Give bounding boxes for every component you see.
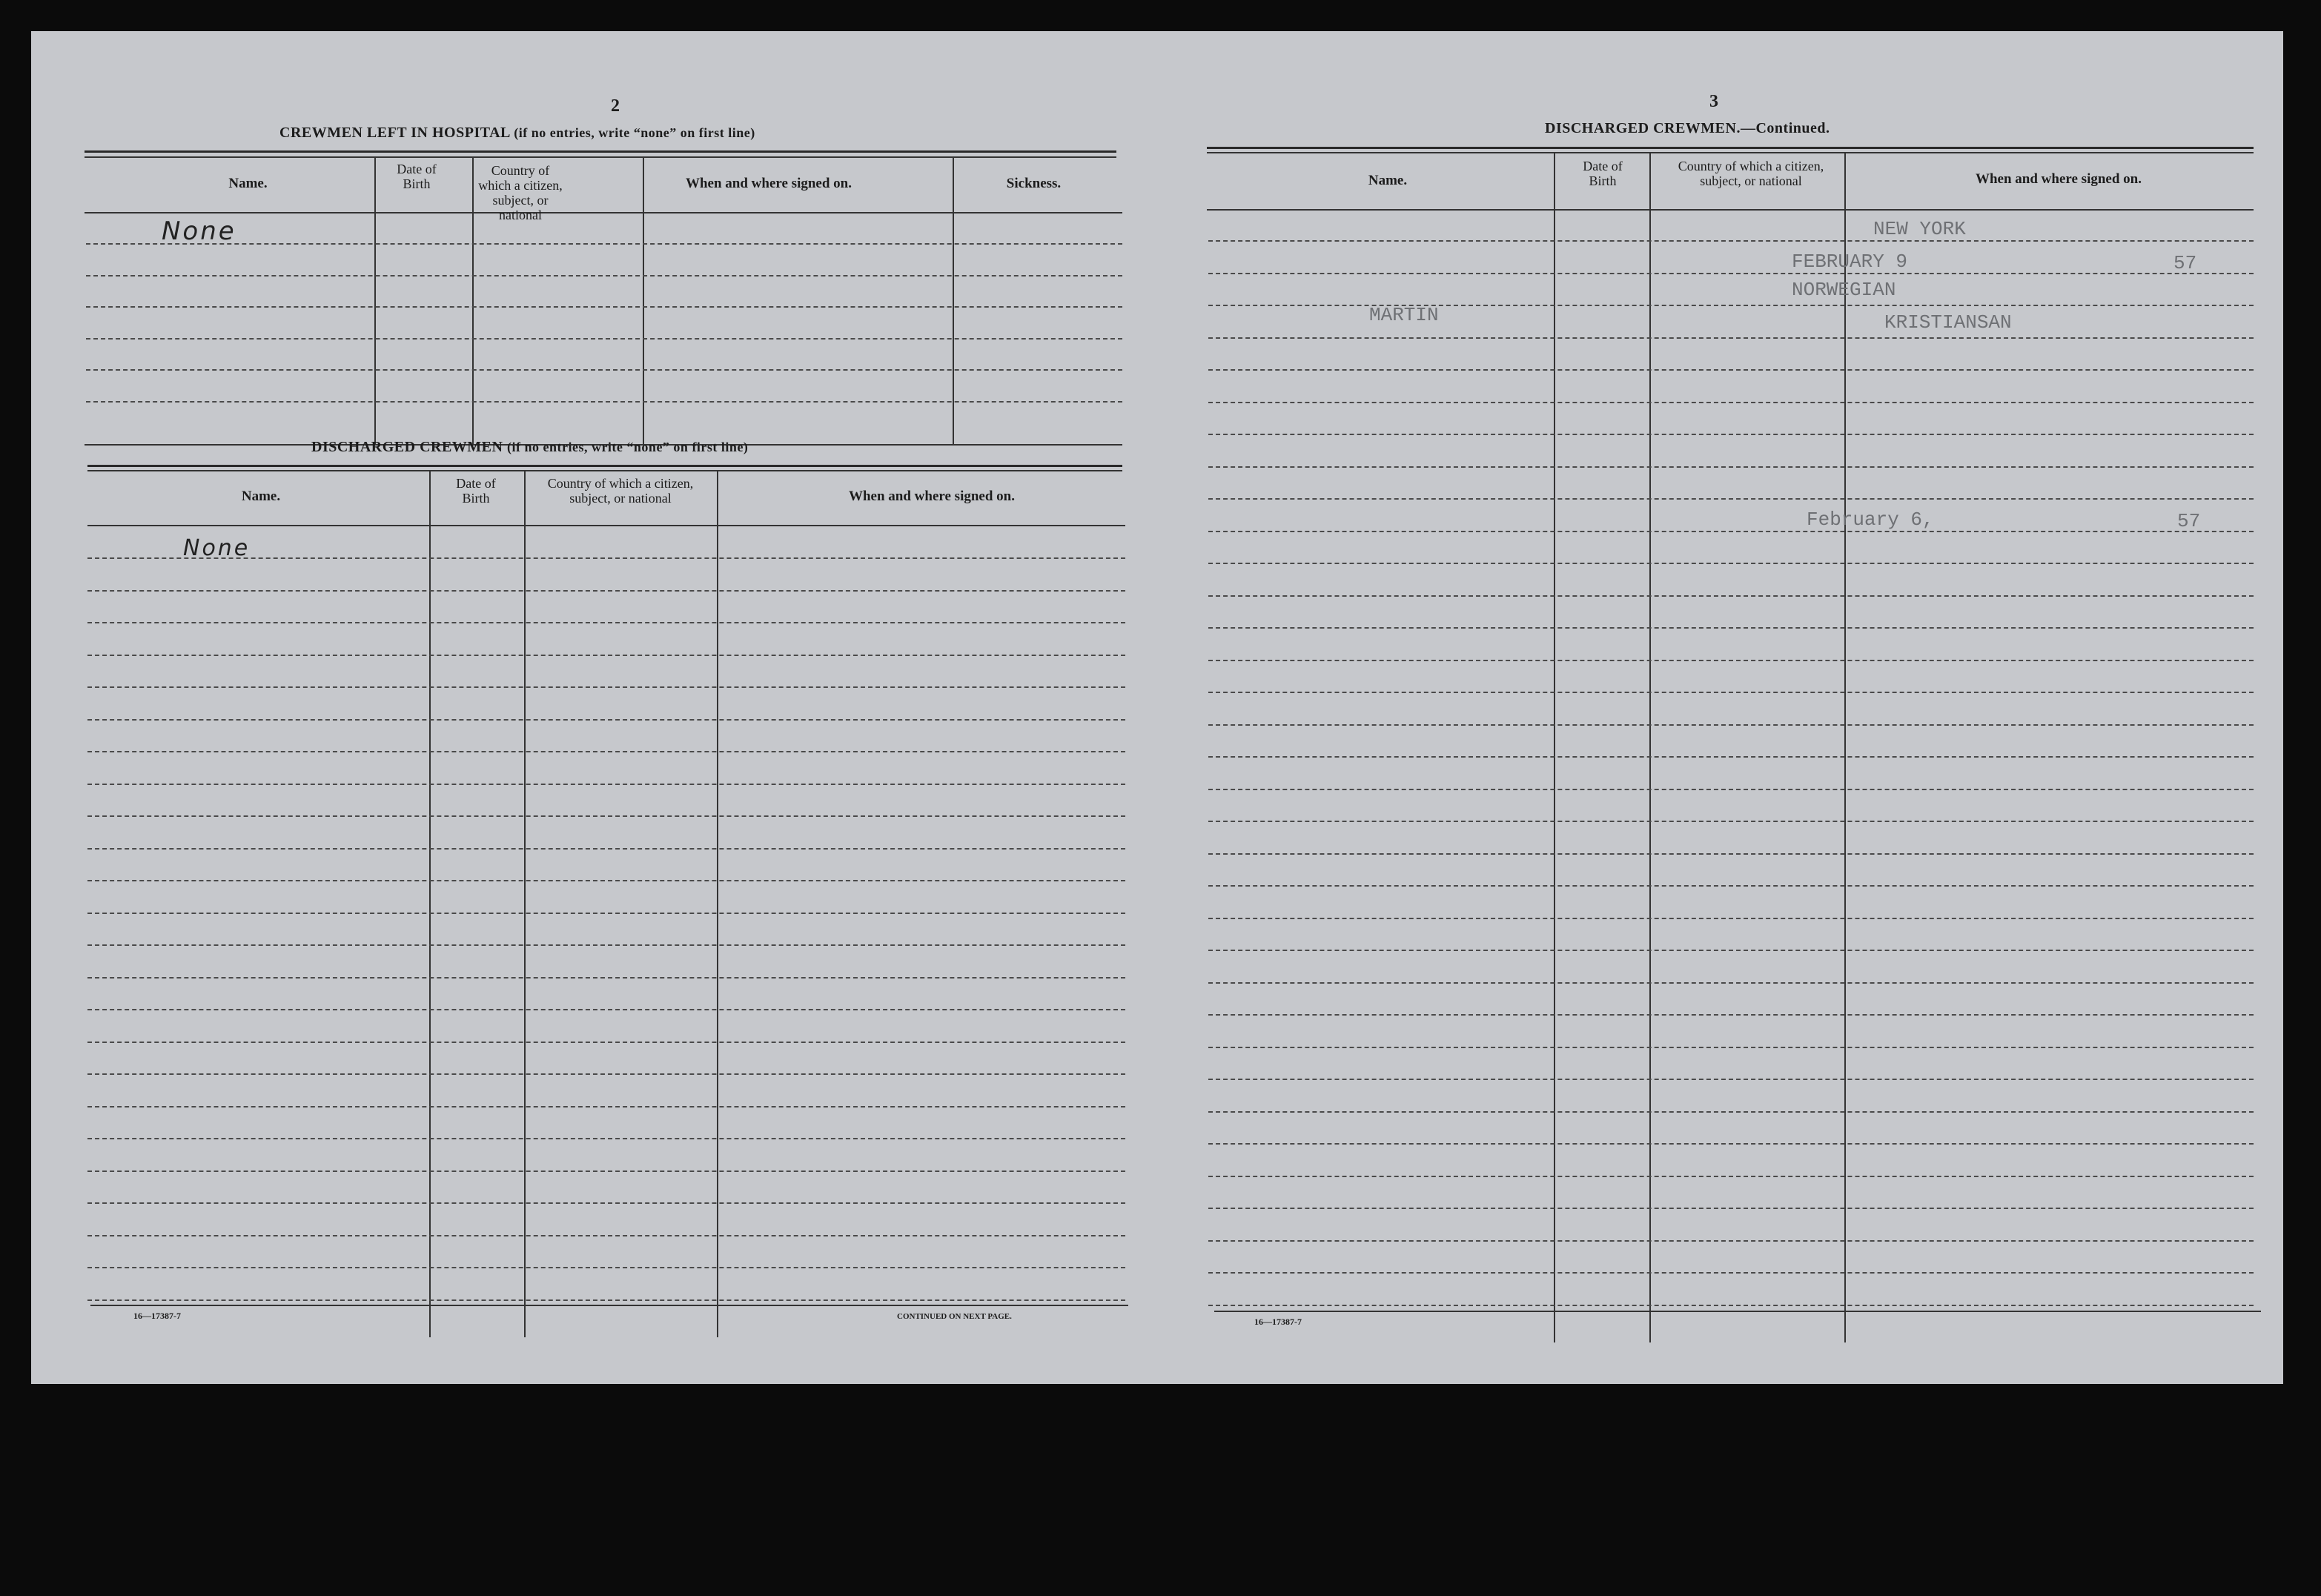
ruled-line (87, 655, 1125, 656)
ruled-line (1208, 466, 2254, 468)
ruled-line (1208, 434, 2254, 435)
ruled-line (87, 848, 1125, 850)
ruled-line (87, 1202, 1125, 1204)
rule (85, 156, 1116, 158)
rule (1207, 147, 2254, 149)
ruled-line (87, 751, 1125, 752)
col-divider (717, 470, 718, 1337)
ruled-line (1208, 402, 2254, 403)
discharged-title-text: DISCHARGED CREWMEN (311, 439, 503, 455)
ruled-line (1208, 337, 2254, 339)
ruled-line (1208, 563, 2254, 564)
right-col-dob: Date of Birth (1583, 159, 1623, 188)
hospital-col-name: Name. (228, 176, 268, 191)
ruled-line (1208, 305, 2254, 306)
ruled-line (1208, 692, 2254, 693)
rule (85, 212, 1122, 213)
ruled-line (87, 913, 1125, 914)
ruled-line (1208, 1240, 2254, 1242)
bleed-text-date-2: February 6, (1807, 509, 1934, 531)
rule (87, 470, 1122, 471)
ruled-line (1208, 627, 2254, 629)
ruled-line (87, 1267, 1125, 1268)
ruled-line (1208, 950, 2254, 951)
bleed-text-nationality: NORWEGIAN (1792, 279, 1896, 301)
ruled-line (86, 243, 1122, 245)
ruled-line (1208, 1111, 2254, 1113)
hospital-entry-handwritten: None (162, 216, 236, 246)
bleed-text-date: FEBRUARY 9 (1792, 251, 1908, 273)
form-number-right: 16—17387-7 (1254, 1317, 1302, 1327)
ruled-line (1208, 369, 2254, 371)
ruled-line (1208, 724, 2254, 726)
hospital-instruction: (if no entries, write “none” on first line) (514, 125, 755, 140)
page-number-left: 2 (611, 96, 620, 116)
ruled-line (1208, 1143, 2254, 1145)
ruled-line (1208, 595, 2254, 597)
rule (90, 1305, 1128, 1306)
hospital-col-sickness: Sickness. (1006, 176, 1062, 191)
hospital-col-dob: Date of Birth (397, 162, 437, 191)
col-divider (1844, 152, 1846, 1342)
ruled-line (1208, 1014, 2254, 1016)
ruled-line (1208, 1305, 2254, 1306)
ruled-line (86, 306, 1122, 308)
ruled-line (1208, 885, 2254, 887)
bleed-text-name: MARTIN (1369, 304, 1439, 326)
ruled-line (86, 369, 1122, 371)
hospital-section-title (279, 125, 755, 142)
ruled-line (87, 622, 1125, 623)
ruled-line (87, 880, 1125, 881)
col-divider (524, 470, 526, 1337)
rule (87, 465, 1122, 467)
right-col-name: Name. (1368, 173, 1408, 188)
ruled-line (87, 590, 1125, 592)
document-sheet (31, 31, 2283, 1384)
ruled-line (1208, 982, 2254, 984)
ruled-line (1208, 531, 2254, 532)
bleed-text-city: NEW YORK (1873, 218, 1966, 240)
ruled-line (1208, 1079, 2254, 1080)
ruled-line (87, 1235, 1125, 1236)
ruled-line (87, 557, 1125, 559)
rule (85, 150, 1116, 153)
ruled-line (87, 1106, 1125, 1107)
bleed-text-year: 57 (2173, 252, 2197, 274)
rule (1214, 1311, 2261, 1312)
ruled-line (87, 1009, 1125, 1010)
ruled-line (87, 719, 1125, 721)
ruled-line (87, 944, 1125, 946)
hospital-col-country: Country of which a citizen, subject, or national (478, 163, 563, 222)
ruled-line (1208, 273, 2254, 274)
ruled-line (87, 1299, 1125, 1301)
continued-note: CONTINUED ON NEXT PAGE. (897, 1312, 1012, 1321)
page-number-right: 3 (1709, 92, 1718, 111)
ruled-line (87, 784, 1125, 785)
rule (1207, 209, 2254, 211)
discharged-entry-handwritten: None (183, 535, 251, 561)
ruled-line (1208, 1208, 2254, 1209)
ruled-line (1208, 789, 2254, 790)
right-col-country: Country of which a citizen, subject, or national (1678, 159, 1824, 188)
discharged-col-signed: When and where signed on. (848, 489, 1015, 504)
rule (1207, 152, 2254, 153)
ruled-line (87, 1170, 1125, 1172)
ruled-line (1208, 821, 2254, 822)
ruled-line (1208, 918, 2254, 919)
discharged-col-country: Country of which a citizen, subject, or national (547, 476, 694, 506)
col-divider (429, 470, 431, 1337)
rule (87, 525, 1125, 526)
ruled-line (1208, 1047, 2254, 1048)
ruled-line (1208, 660, 2254, 661)
ruled-line (86, 401, 1122, 403)
ruled-line (1208, 240, 2254, 242)
ruled-line (1208, 853, 2254, 855)
bleed-text-year-2: 57 (2177, 510, 2201, 532)
discharged-col-name: Name. (241, 489, 281, 504)
ruled-line (86, 275, 1122, 277)
ruled-line (87, 686, 1125, 688)
discharged-section-title (311, 439, 748, 456)
col-divider (1649, 152, 1651, 1342)
col-divider (1554, 152, 1555, 1342)
ruled-line (87, 1073, 1125, 1075)
hospital-col-signed: When and where signed on. (685, 176, 852, 191)
form-number-left: 16—17387-7 (133, 1311, 181, 1321)
right-section-title: DISCHARGED CREWMEN.—Continued. (1545, 120, 1830, 136)
ruled-line (1208, 756, 2254, 758)
ruled-line (87, 1138, 1125, 1139)
bleed-text-port: KRISTIANSAN (1884, 311, 2012, 334)
ruled-line (87, 815, 1125, 817)
discharged-instruction: (if no entries, write “none” on first line) (506, 440, 749, 454)
hospital-title-text: CREWMEN LEFT IN HOSPITAL (279, 125, 510, 141)
ruled-line (87, 1042, 1125, 1043)
ruled-line (1208, 498, 2254, 500)
right-col-signed: When and where signed on. (1975, 171, 2142, 187)
ruled-line (1208, 1272, 2254, 1274)
discharged-col-dob: Date of Birth (456, 476, 496, 506)
ruled-line (86, 338, 1122, 340)
ruled-line (87, 977, 1125, 979)
ruled-line (1208, 1176, 2254, 1177)
